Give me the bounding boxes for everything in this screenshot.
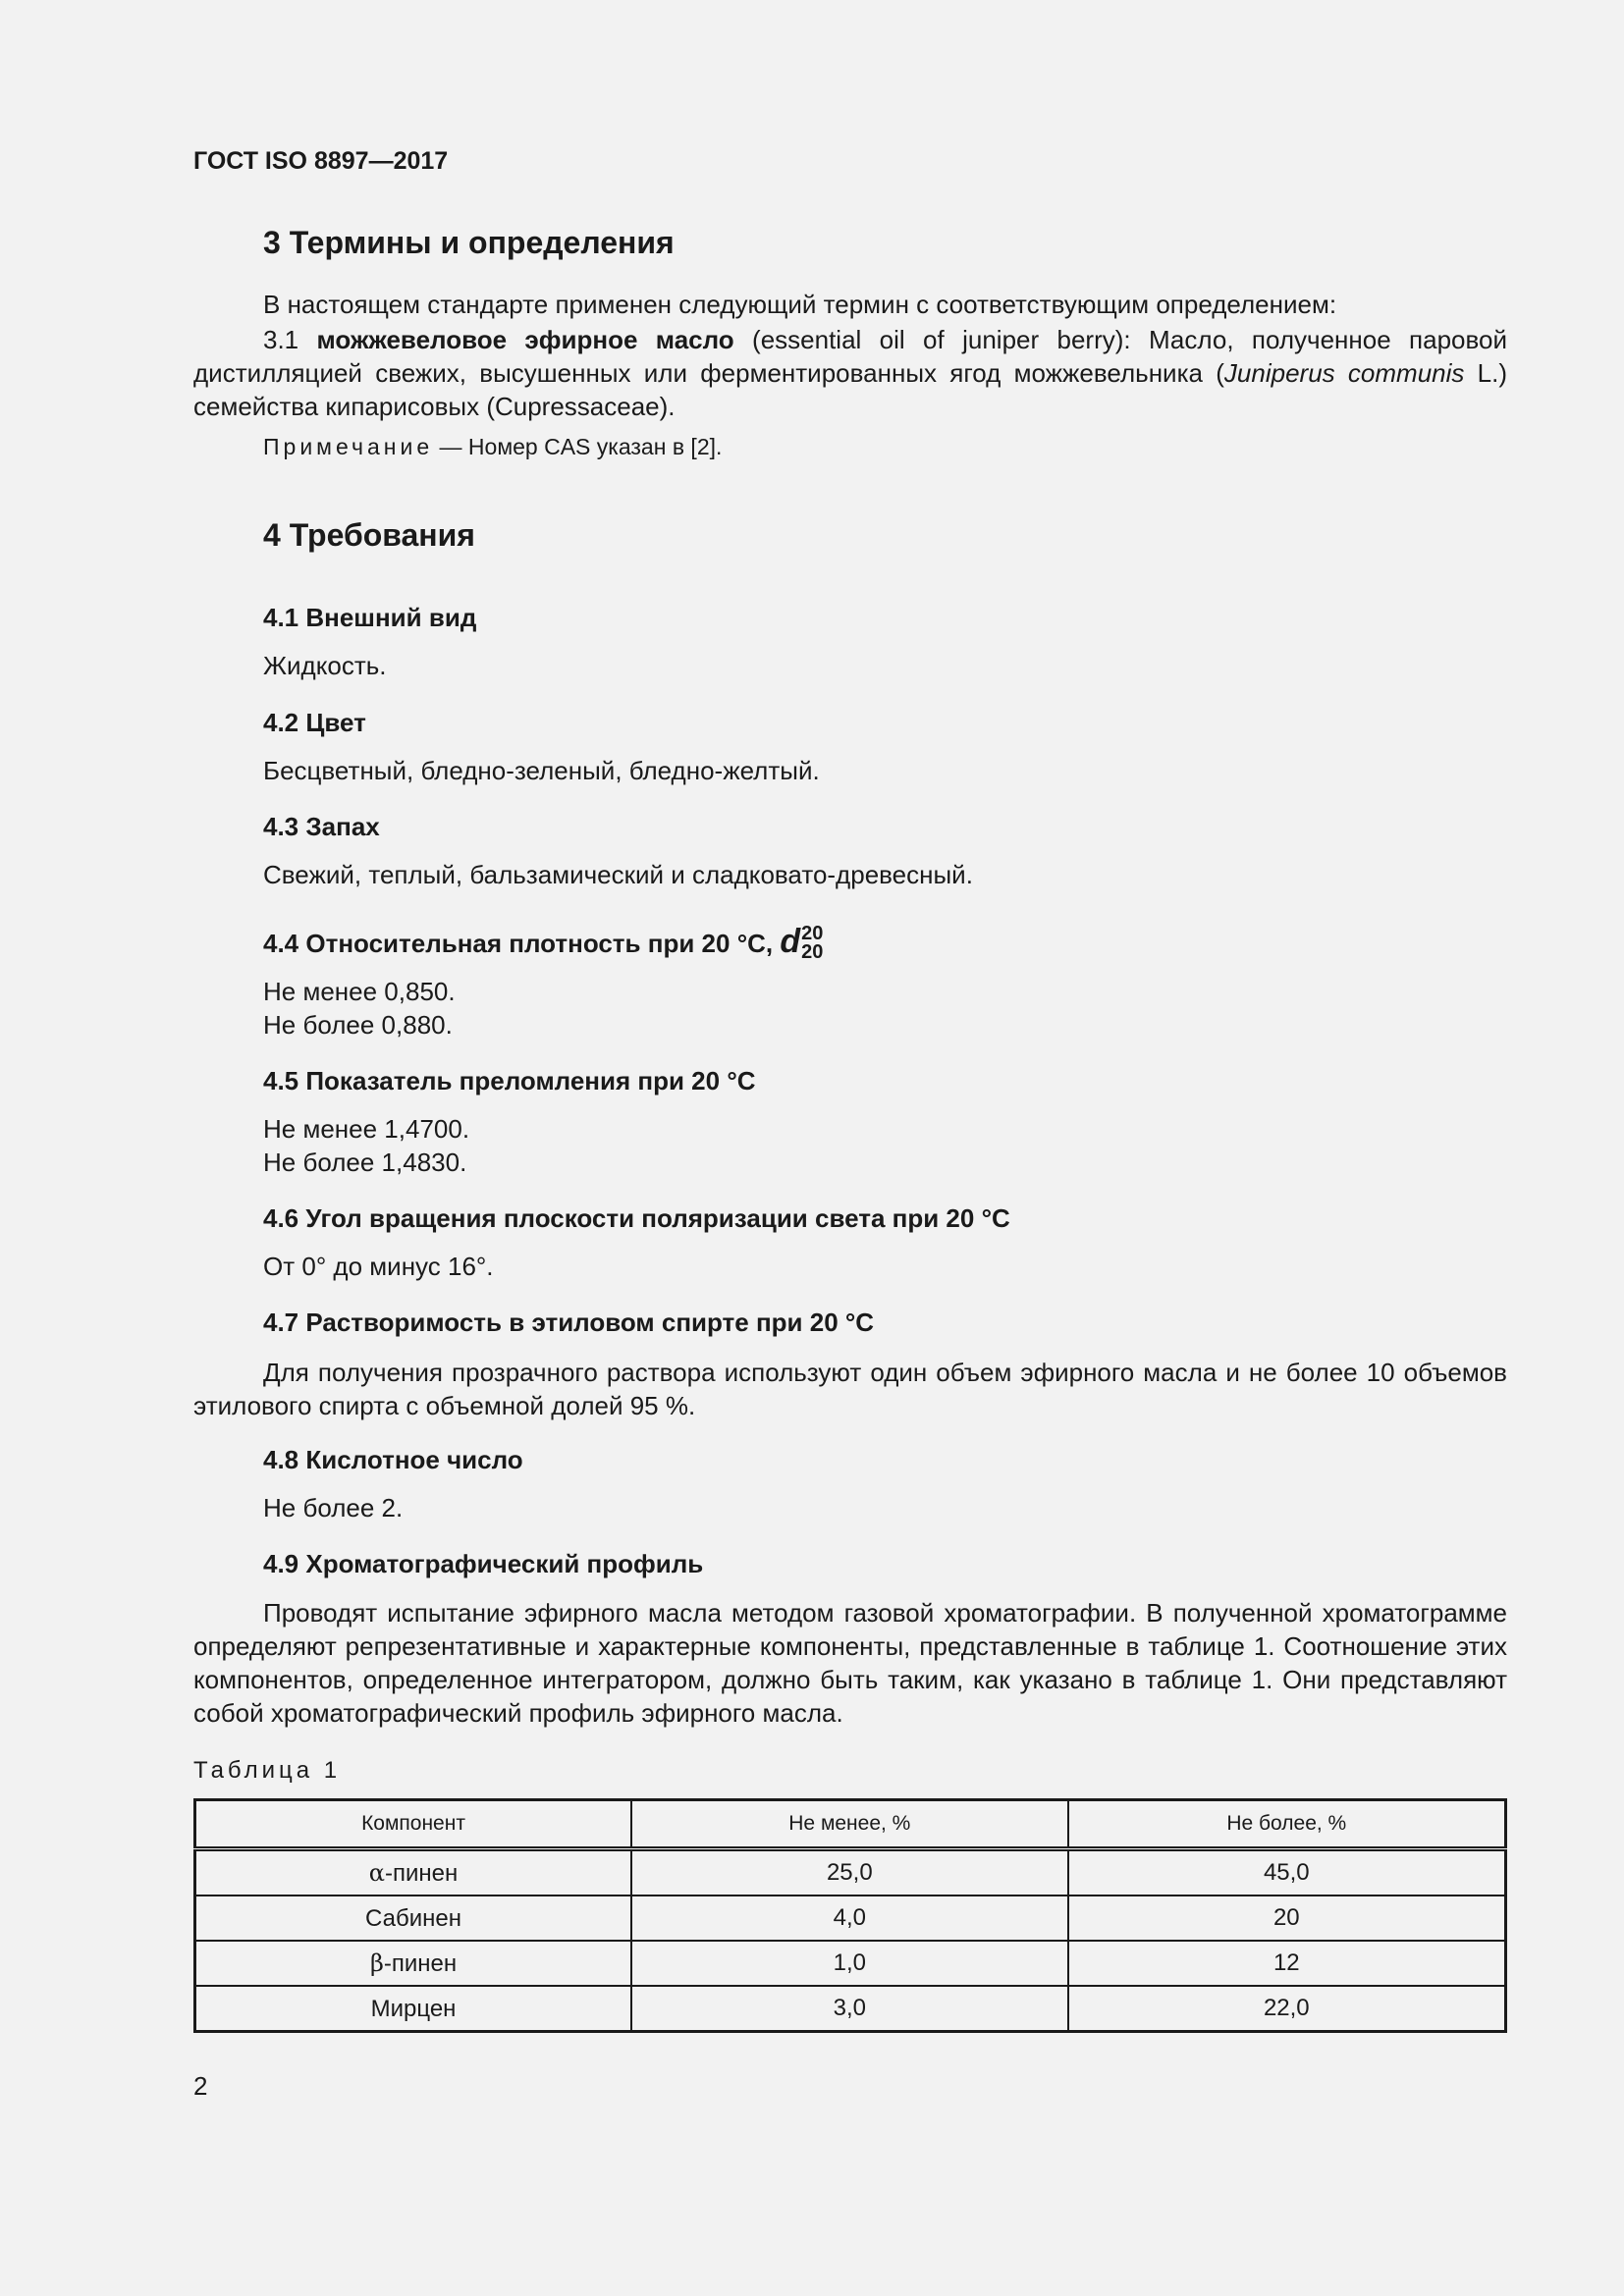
subsection-4-4-title-text: 4.4 Относительная плотность при 20 °С,: [263, 929, 781, 958]
term-3-1-definition: [193, 323, 1507, 423]
density-subscript: 20: [801, 941, 824, 964]
term-text-2: L.) семейства кипарисовых (Cupressaceae).: [193, 358, 1508, 421]
term-number: 3.1: [263, 325, 317, 354]
subsection-4-5-max: Не более 1,4830.: [263, 1148, 467, 1177]
density-superscript: 20: [801, 923, 824, 945]
subsection-4-1-text: Жидкость.: [263, 651, 387, 680]
subsection-4-5-min: Не менее 1,4700.: [263, 1114, 470, 1144]
table-row: [195, 1849, 1506, 1896]
subsection-4-4-title: [263, 923, 823, 964]
density-indices: [801, 925, 823, 962]
subsection-4-9-title: 4.9 Хроматографический профиль: [263, 1549, 704, 1578]
max-cell: 20: [1068, 1896, 1506, 1941]
subsection-4-9-text: Проводят испытание эфирного масла методом газовой хроматографии. В полученной хроматограмме определяют репрезентативные и характерные компоненты, представленные в таблице 1. Соотношение этих компонентов, определенное интегратором, должно быть таким, как указано в таблице 1. Они представляют собой хроматографический профиль эфирного масла.: [193, 1598, 1507, 1728]
subsection-4-8-title: 4.8 Кислотное число: [263, 1445, 523, 1474]
min-cell: 3,0: [631, 1986, 1068, 2032]
subsection-4-5-title: 4.5 Показатель преломления при 20 °С: [263, 1066, 756, 1095]
term-text-1: (essential oil of juniper berry): Масло, полученное паровой дистилляцией свежих, высушенных или ферментированных ягод можжевельника (: [193, 325, 1508, 388]
note-text: — Номер CAS указан в [2].: [433, 434, 723, 459]
section-4-title: 4 Требования: [263, 517, 475, 553]
section-3-title: 3 Термины и определения: [263, 225, 675, 260]
note-label: Примечание: [263, 434, 434, 459]
component-cell: [195, 1941, 632, 1986]
section-3-intro: В настоящем стандарте применен следующий термин с соответствующим определением:: [263, 290, 1337, 319]
subsection-4-6-text: От 0° до минус 16°.: [263, 1252, 494, 1281]
page-number: 2: [193, 2071, 208, 2101]
max-cell: 45,0: [1068, 1849, 1506, 1896]
subsection-4-2-title: 4.2 Цвет: [263, 708, 366, 737]
header-component: Компонент: [195, 1800, 632, 1849]
header-min: Не менее, %: [631, 1800, 1068, 1849]
document-header: ГОСТ ISO 8897—2017: [193, 147, 449, 175]
table-header-row: [195, 1800, 1506, 1849]
min-cell: 4,0: [631, 1896, 1068, 1941]
subsection-4-7-title: 4.7 Растворимость в этиловом спирте при 20 °С: [263, 1308, 875, 1337]
table-row: [195, 1896, 1506, 1941]
table-row: [195, 1941, 1506, 1986]
subsection-4-1-title: 4.1 Внешний вид: [263, 603, 477, 632]
component-greek-symbol: β: [369, 1949, 384, 1977]
term-latin: Juniperus communis: [1223, 358, 1465, 388]
component-name: Сабинен: [365, 1904, 461, 1932]
subsection-4-4-max: Не более 0,880.: [263, 1010, 453, 1040]
component-cell: [195, 1849, 632, 1896]
subsection-4-6-title: 4.6 Угол вращения плоскости поляризации света при 20 °С: [263, 1203, 1010, 1233]
header-max: Не более, %: [1068, 1800, 1506, 1849]
density-symbol: d: [780, 923, 801, 960]
subsection-4-2-text: Бесцветный, бледно-зеленый, бледно-желтый.: [263, 756, 820, 785]
subsection-4-3-text: Свежий, теплый, бальзамический и сладковато-древесный.: [263, 860, 973, 889]
subsection-4-7-text: Для получения прозрачного раствора используют один объем эфирного масла и не более 10 объемов этилового спирта с объемной долей 95 %.: [193, 1358, 1507, 1420]
max-cell: 22,0: [1068, 1986, 1506, 2032]
term-name: можжевеловое эфирное масло: [316, 325, 734, 354]
component-name: -пинен: [385, 1859, 459, 1887]
component-greek-symbol: α: [368, 1858, 385, 1887]
subsection-4-8-text: Не более 2.: [263, 1493, 404, 1522]
component-cell: [195, 1896, 632, 1941]
max-cell: 12: [1068, 1941, 1506, 1986]
component-name: Мирцен: [370, 1995, 457, 2022]
subsection-4-3-title: 4.3 Запах: [263, 812, 380, 841]
subsection-4-4-min: Не менее 0,850.: [263, 977, 456, 1006]
table-caption: Таблица 1: [193, 1757, 342, 1784]
components-table: [193, 1798, 1507, 2033]
min-cell: 25,0: [631, 1849, 1068, 1896]
min-cell: 1,0: [631, 1941, 1068, 1986]
component-cell: [195, 1986, 632, 2032]
component-name: -пинен: [383, 1949, 458, 1977]
table-row: [195, 1986, 1506, 2032]
note: [263, 434, 722, 460]
